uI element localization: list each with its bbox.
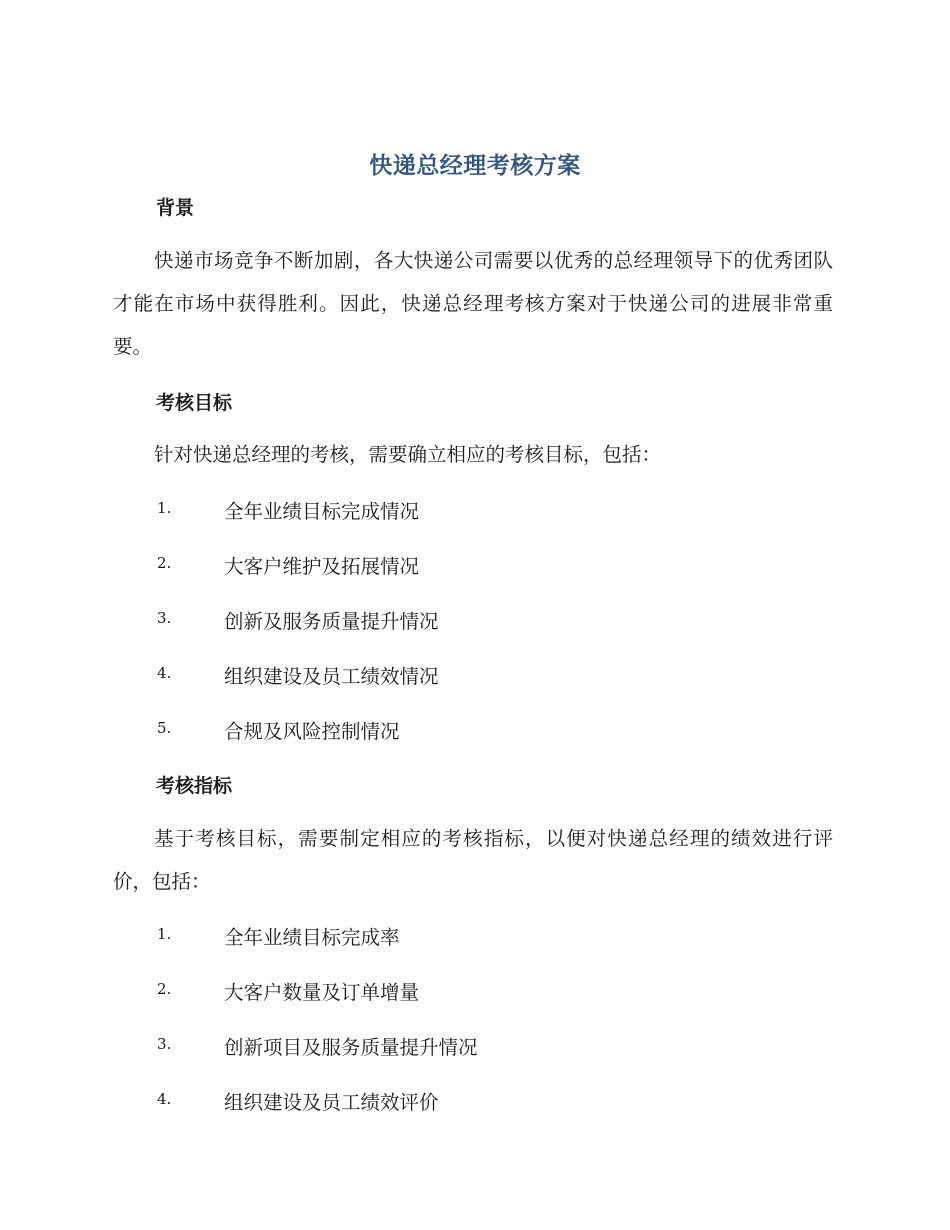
list-item-number: 3. <box>157 1035 172 1053</box>
list-item <box>0 922 800 952</box>
list-item-text: 全年业绩目标完成情况 <box>224 500 420 523</box>
list-item-number: 1. <box>157 925 172 943</box>
section-heading-objectives: 考核目标 <box>156 392 233 414</box>
list-item <box>0 661 800 691</box>
background-paragraph: 快递市场竞争不断加剧，各大快递公司需要以优秀的总经理领导下的优秀团队才能在市场中获得胜利。因此，快递总经理考核方案对于快递公司的进展非常重要。 <box>113 249 833 358</box>
list-item-text: 合规及风险控制情况 <box>224 720 400 743</box>
list-item <box>0 496 800 526</box>
list-item-text: 创新项目及服务质量提升情况 <box>224 1036 478 1059</box>
section-heading-indicators: 考核指标 <box>156 775 233 797</box>
list-item <box>0 551 800 581</box>
list-item-text: 创新及服务质量提升情况 <box>224 610 439 633</box>
objectives-paragraph: 针对快递总经理的考核，需要确立相应的考核目标，包括： <box>154 443 662 466</box>
list-item-text: 组织建设及员工绩效情况 <box>224 665 439 688</box>
list-item <box>0 1032 800 1062</box>
list-item-number: 4. <box>157 1090 172 1108</box>
list-item <box>0 716 800 746</box>
list-item-number: 5. <box>157 719 172 737</box>
list-item <box>0 1087 800 1117</box>
list-item-text: 大客户数量及订单增量 <box>224 981 420 1004</box>
list-item-text: 全年业绩目标完成率 <box>224 926 400 949</box>
indicators-paragraph: 基于考核目标，需要制定相应的考核指标，以便对快递总经理的绩效进行评价，包括： <box>113 827 833 893</box>
list-item-number: 4. <box>157 664 172 682</box>
list-item-number: 3. <box>157 609 172 627</box>
document-title: 快递总经理考核方案 <box>369 153 581 179</box>
list-item <box>0 977 800 1007</box>
list-item-text: 组织建设及员工绩效评价 <box>224 1091 439 1114</box>
list-item-text: 大客户维护及拓展情况 <box>224 555 420 578</box>
list-item-number: 2. <box>157 554 172 572</box>
list-item <box>0 606 800 636</box>
list-item-number: 1. <box>157 499 172 517</box>
list-item-number: 2. <box>157 980 172 998</box>
section-heading-background: 背景 <box>156 197 195 219</box>
